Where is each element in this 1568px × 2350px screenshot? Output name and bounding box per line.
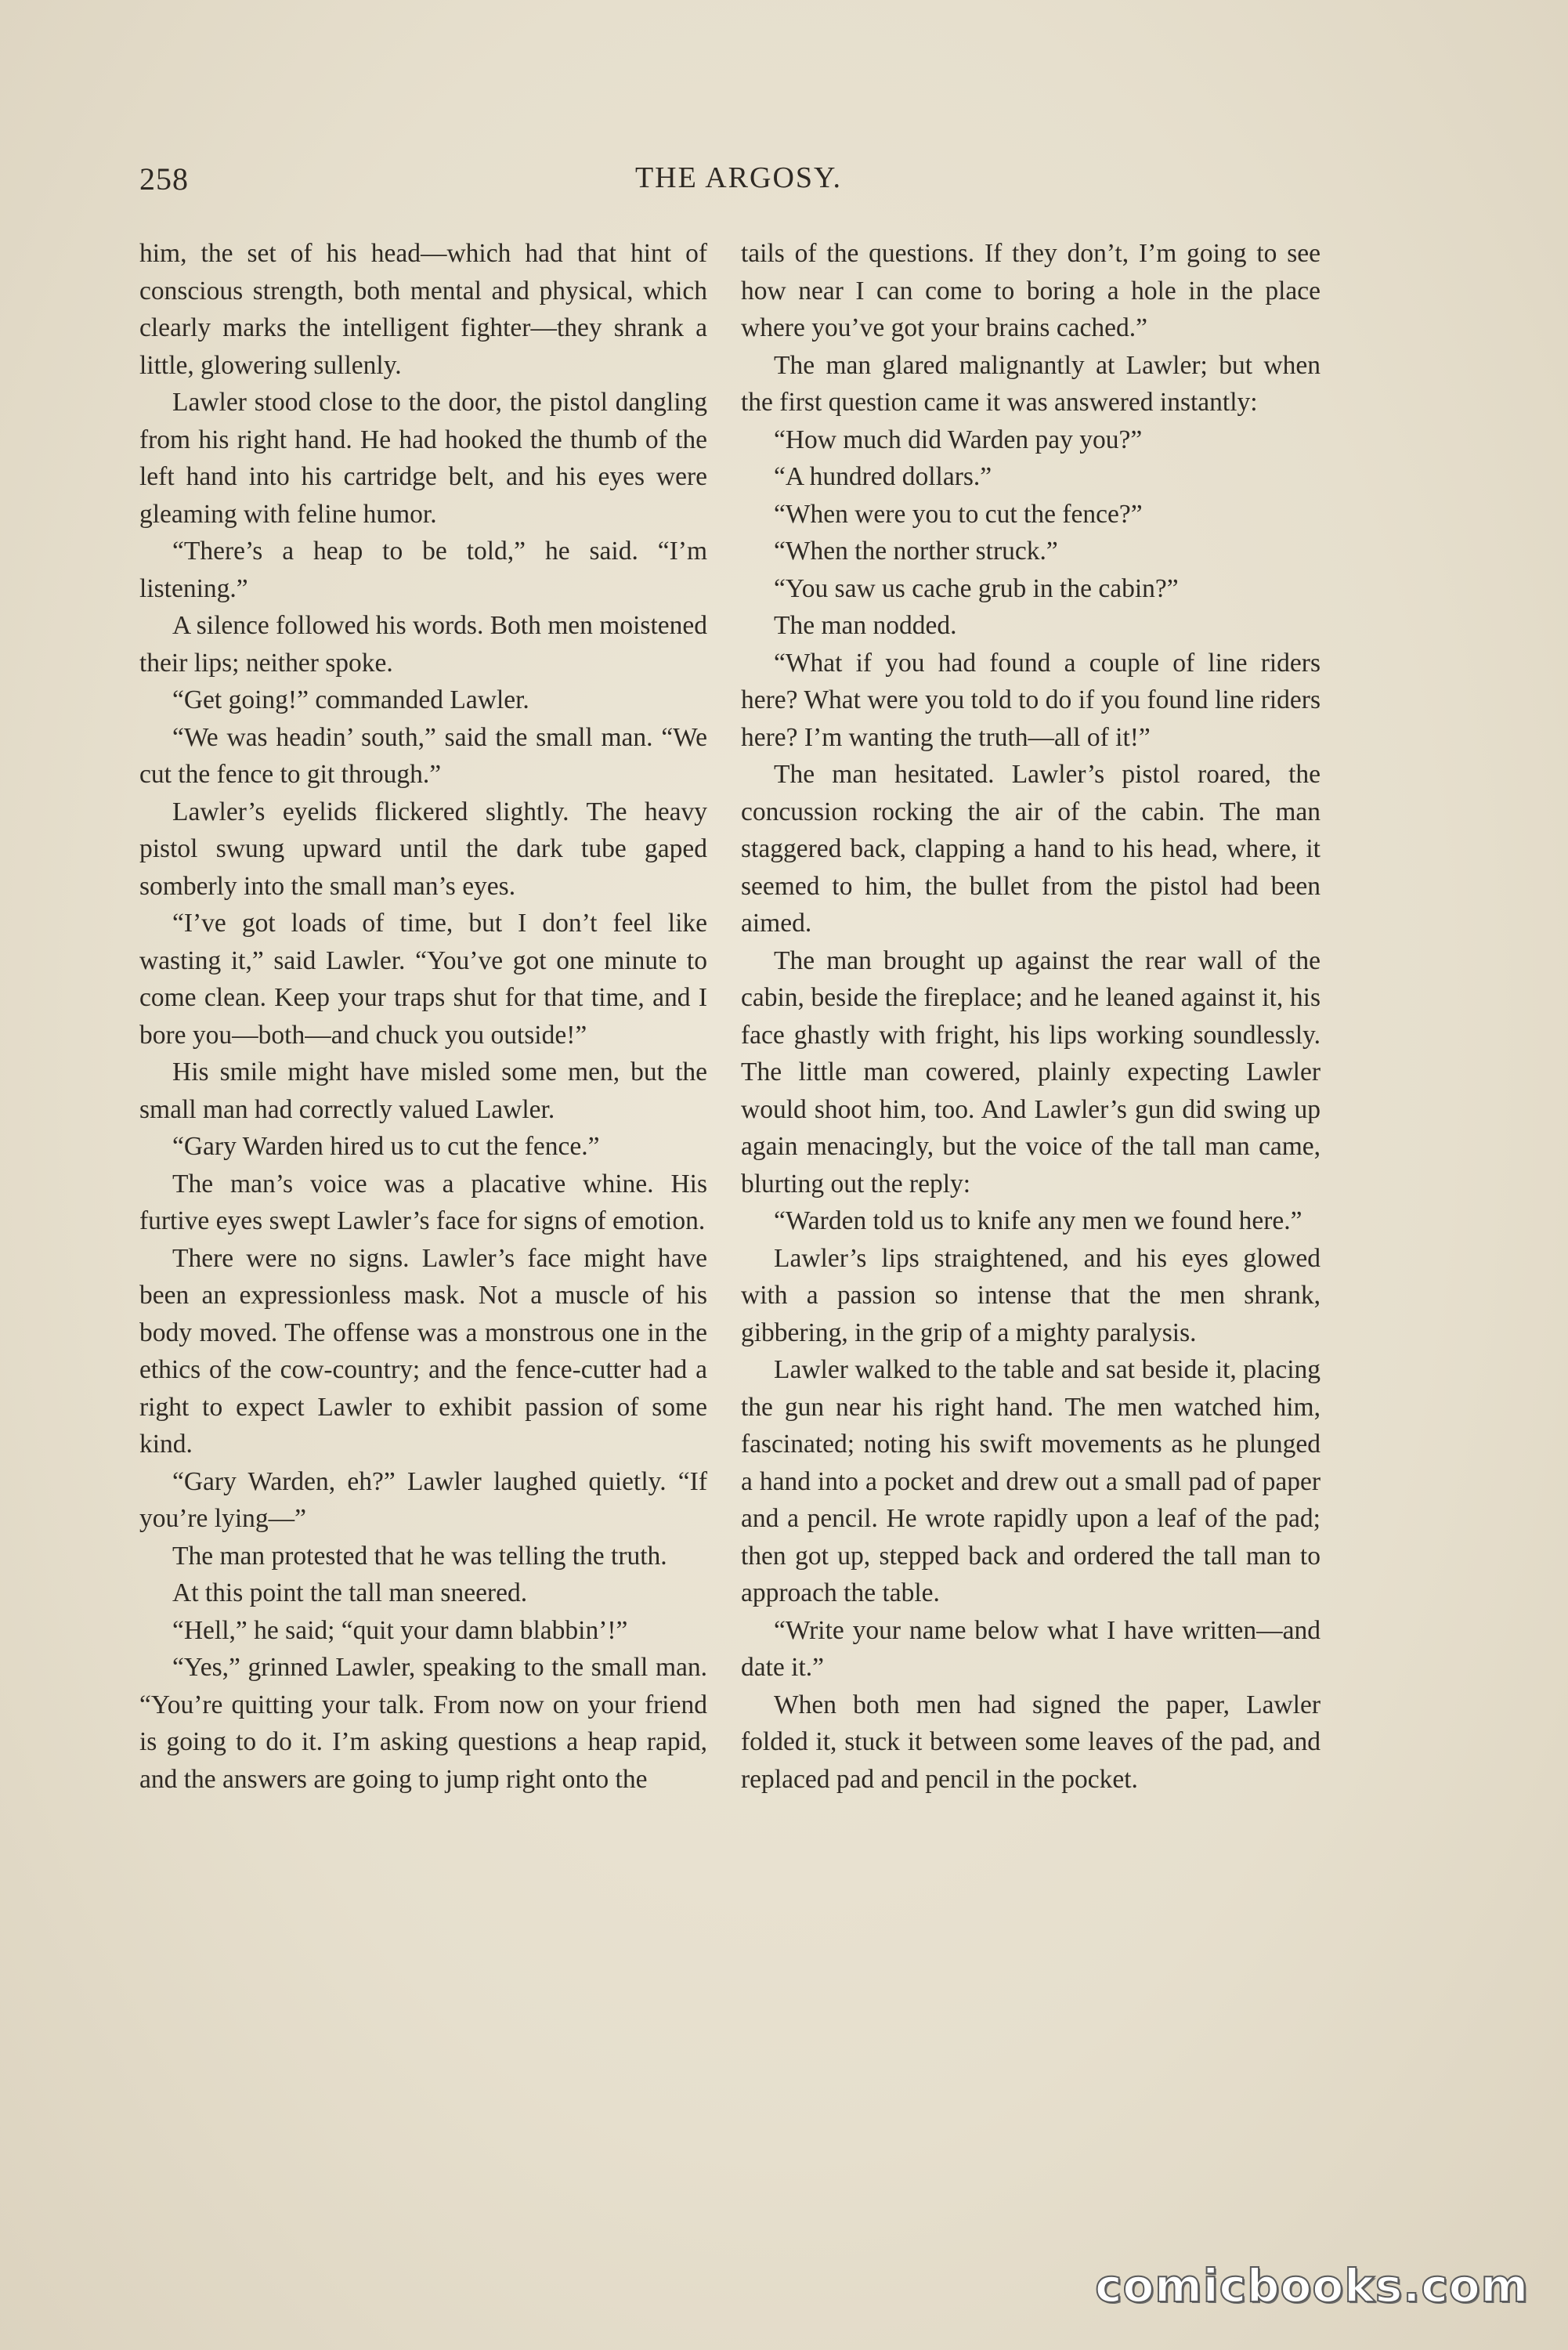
text-column-left	[139, 235, 707, 1798]
running-title: THE ARGOSY.	[634, 161, 843, 194]
paragraph: “Hell,” he said; “quit your damn blabbin’!”	[172, 1615, 628, 1645]
page-header	[139, 161, 1338, 208]
paragraph: him, the set of his head—which had that hint of conscious strength, both mental and physical, which clearly marks the intelligent fighter—they shrank a little, glowering sullenly.	[139, 239, 707, 380]
paragraph: His smile might have misled some men, but the small man had correctly valued Lawler.	[139, 1058, 707, 1124]
paragraph: “Yes,” grinned Lawler, speaking to the small man. “You’re quitting your talk. From now on your friend is going to do it. I’m asking questions a heap rapid, and the answers are going to jump right onto the	[139, 1653, 707, 1794]
paragraph: A silence followed his words. Both men moistened their lips; neither spoke.	[139, 611, 707, 678]
paragraph: “We was headin’ south,” said the small man. “We cut the fence to git through.”	[139, 722, 707, 789]
paragraph: Lawler’s eyelids flickered slightly. The heavy pistol swung upward until the dark tube gaped somberly into the small man’s eyes.	[139, 797, 707, 901]
paragraph: The man’s voice was a placative whine. His furtive eyes swept Lawler’s face for signs of emotion.	[139, 1169, 707, 1235]
paragraph: Lawler stood close to the door, the pistol dangling from his right hand. He had hooked the thumb of the left hand into his cartridge belt, and his eyes were gleaming with feline humor.	[139, 388, 707, 529]
paragraph: The man nodded.	[774, 611, 957, 640]
paragraph: tails of the questions. If they don’t, I’m going to see how near I can come to boring a hole in the place where you’ve got your brains cached.”	[741, 239, 1321, 342]
paragraph: “How much did Warden pay you?”	[774, 425, 1143, 454]
paragraph: “You saw us cache grub in the cabin?”	[774, 573, 1179, 603]
paragraph: “When the norther struck.”	[774, 537, 1058, 566]
paragraph: “Write your name below what I have written—and date it.”	[741, 1615, 1321, 1682]
paragraph: “Warden told us to knife any men we found here.”	[774, 1206, 1302, 1235]
paragraph: “Gary Warden hired us to cut the fence.”	[172, 1132, 600, 1161]
paragraph: “I’ve got loads of time, but I don’t feel like wasting it,” said Lawler. “You’ve got one minute to come clean. Keep your traps shut for that time, and I bore you—both—and chuck you outside!”	[139, 909, 707, 1050]
paragraph: The man protested that he was telling the truth.	[172, 1541, 667, 1571]
paragraph: “There’s a heap to be told,” he said. “I’m listening.”	[139, 537, 707, 603]
paragraph: “When were you to cut the fence?”	[774, 499, 1143, 529]
paragraph: The man hesitated. Lawler’s pistol roared, the concussion rocking the air of the cabin. The man staggered back, clapping a hand to his head, where, it seemed to him, the bullet from the pistol had been aimed.	[741, 760, 1321, 938]
paragraph: “A hundred dollars.”	[774, 462, 992, 491]
paragraph: There were no signs. Lawler’s face might have been an expressionless mask. Not a muscle of his body moved. The offense was a monstrous one in the ethics of the cow-country; and the fence-cutter had a right to expect Lawler to exhibit passion of some kind.	[139, 1243, 707, 1459]
paragraph: “What if you had found a couple of line riders here? What were you told to do if you found line riders here? I’m wanting the truth—all of it!”	[741, 648, 1321, 752]
paragraph: Lawler walked to the table and sat beside it, placing the gun near his right hand. The men watched him, fascinated; noting his swift movements as he plunged a hand into a pocket and drew out a small pad of paper and a pencil. He wrote rapidly upon a leaf of the pad; then got up, stepped back and ordered the tall man to approach the table.	[741, 1355, 1321, 1607]
paragraph: The man brought up against the rear wall of the cabin, beside the fireplace; and he leaned against it, his face ghastly with fright, his lips working soundlessly. The little man cowered, plainly expecting Lawler would shoot him, too. And Lawler’s gun did swing up again menacingly, but the voice of the tall man came, blurting out the reply:	[741, 945, 1321, 1198]
paragraph: The man glared malignantly at Lawler; but when the first question came it was answered instantly:	[741, 350, 1321, 417]
paragraph: When both men had signed the paper, Lawler folded it, stuck it between some leaves of the pad, and replaced pad and pencil in the pocket.	[741, 1690, 1321, 1794]
paragraph: At this point the tall man sneered.	[172, 1578, 528, 1607]
page-number: 258	[139, 161, 189, 197]
paragraph: “Gary Warden, eh?” Lawler laughed quietly. “If you’re lying—”	[139, 1466, 707, 1533]
text-column-right	[741, 235, 1321, 1798]
paragraph: Lawler’s lips straightened, and his eyes glowed with a passion so intense that the men shrank, gibbering, in the grip of a mighty paralysis.	[741, 1243, 1321, 1347]
paragraph: “Get going!” commanded Lawler.	[172, 685, 529, 714]
watermark-logo: comicbooks.com	[1095, 2259, 1529, 2312]
